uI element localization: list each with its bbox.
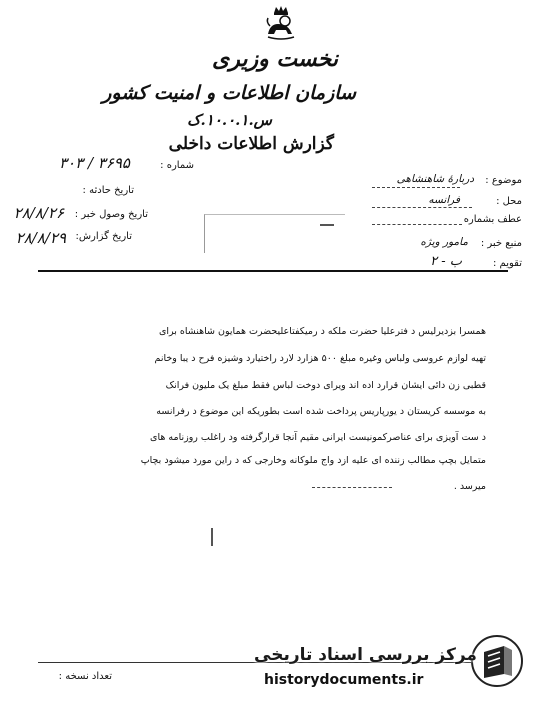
organization-name: سازمان اطلاعات و امنیت کشور <box>102 82 356 104</box>
archive-logo-icon <box>470 634 524 688</box>
lion-and-sun-emblem-icon <box>262 4 300 42</box>
incident-date-label: تاریخ حادثه : <box>82 185 134 196</box>
rating-label: تقویم : <box>493 258 522 269</box>
place-value: فرانسه <box>428 194 460 206</box>
redaction-box <box>204 214 345 253</box>
office-title: نخست وزیری <box>212 46 338 72</box>
report-date-label: تاریخ گزارش: <box>75 231 132 242</box>
body-line-2: تهیه لوازم عروسی ولباس وغیره مبلغ ۵۰۰ هزارد لارد راختیارد وشیزه فرح د یبا وخانم <box>154 353 486 364</box>
body-line-5: د ست آویزی برای عناصرکمونیست ایرانی مقیم آنجا قرارگرفته ود راغلب روزنامه های <box>150 432 486 443</box>
redaction-mark <box>320 224 334 226</box>
number-label: شماره : <box>160 160 194 171</box>
document-code: س.۱۰.۰.۱.ک <box>187 111 272 129</box>
number-value: ۳۶۹۵ / ۳۰۳ <box>59 154 130 172</box>
ink-mark <box>211 528 213 546</box>
body-line-3: قطبی زن دائی ایشان قرارد اده اند ویرای دوخت لباس فقط مبلغ یک ملیون فرانک <box>165 380 486 391</box>
source-value: مامور ویژه <box>420 236 468 248</box>
body-line-7: میرسد . <box>453 481 486 492</box>
reference-label: عطف بشماره <box>463 214 522 225</box>
report-date-value: ۲۸/۸/۲۹ <box>15 229 66 247</box>
watermark-url: historydocuments.ir <box>264 672 424 688</box>
received-date-value: ۲۸/۸/۲۶ <box>13 204 64 222</box>
subject-value: دربارۀ شاهنشاهی <box>396 173 474 185</box>
watermark-title: مرکز بررسی اسناد تاریخی <box>254 645 477 665</box>
rating-value: ب - ۲ <box>430 254 462 269</box>
header-separator <box>38 270 508 272</box>
body-line-1: همسرا بزدیرلیس د فترعلیا حضرت ملکه د رمیکفتاعلیحضرت همایون شاهنشاه برای <box>158 326 486 337</box>
place-label: محل : <box>496 196 522 207</box>
subject-label: موضوع : <box>485 175 522 186</box>
report-type: گزارش اطلاعات داخلی <box>168 134 334 154</box>
source-label: منبع خبر : <box>480 238 522 249</box>
copies-label: تعداد نسخه : <box>58 671 112 682</box>
body-line-6: متمایل بچپ مطالب زننده ای علیه ازد واج ملوکانه وخارجی که د راین مورد میشود بچاپ <box>140 455 486 466</box>
body-line-4: به موسسه کریستان د یورپاریس پرداخت شده است بطوریکه این موضوع د رفرانسه <box>156 406 486 417</box>
received-date-label: تاریخ وصول خبر : <box>74 209 148 220</box>
